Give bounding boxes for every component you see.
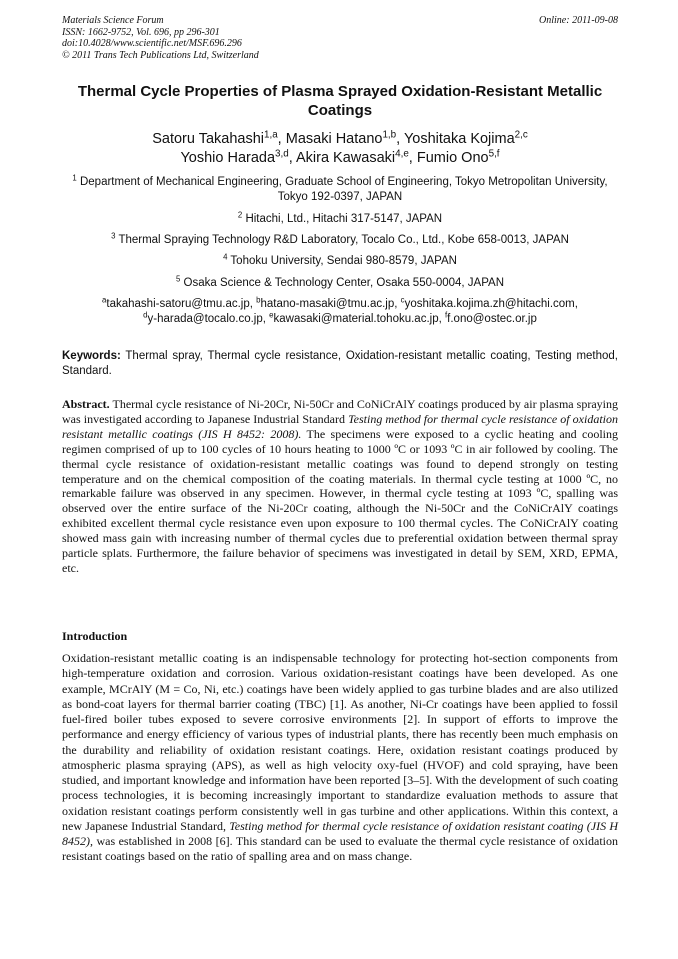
abstract-text: The specimens were exposed to a cyclic heating and cooling regimen comprised of up to 100 cycles of 10 hours heating to 1000 ºC or 1093 ºC in air followed by cooling. The thermal cycle resistance of oxidation-resistant metallic coatings was found to depend strongly on testing temperature and on the chemical composition of the coating materials. In thermal cycle testing at 1000 ºC, no remarkable failure was observed in any specimen. However, in thermal cycle testing at 1093 ºC, spalling was observed over the entire surface of the Ni-20Cr coating, although the Ni-50Cr and the CoNiCrAlY coatings exhibited excellent thermal cycle resistance even upon exposure to 100 thermal cycles. The CoNiCrAlY coating showed mass gain with increasing number of thermal cycles due to preferential oxidation between thermal spray particle splats. Furthermore, the failure behavior of specimens was investigated in detail by SEM, XRD, EPMA, etc. bbox=[62, 426, 618, 575]
abstract-section bbox=[62, 397, 618, 576]
journal-name: Materials Science Forum bbox=[62, 15, 164, 26]
affiliation-1: $^1$ Department of Mechanical Engineering, Graduate School of Engineering, Tokyo Metropolitan University, Tokyo 192-0397, JAPAN bbox=[72, 173, 608, 203]
keywords-label: Keywords: bbox=[62, 350, 121, 362]
paper-title: Thermal Cycle Properties of Plasma Sprayed Oxidation-Resistant Metallic Coatings bbox=[77, 83, 603, 119]
email-address[interactable]: $^a$takahashi-satoru@tmu.ac.jp bbox=[102, 295, 250, 310]
issn-line: ISSN: 1662-9752, Vol. 696, pp 296-301 bbox=[62, 26, 220, 38]
author: Yoshio Harada$^{3,d}$ bbox=[180, 148, 289, 166]
abstract-text: Thermal cycle resistance of Ni-20Cr, Ni-50Cr and CoNiCrAlY coatings produced by air plasma spraying was investigated according to Japanese Industrial Standard bbox=[62, 397, 618, 426]
email-address[interactable]: $^d$y-harada@tocalo.co.jp bbox=[143, 310, 263, 325]
affiliation-4: $^4$ Tohoku University, Sendai 980-8579, JAPAN bbox=[223, 252, 457, 267]
author: Masaki Hatano$^{1,b}$ bbox=[285, 129, 397, 147]
keywords-section bbox=[62, 349, 618, 379]
section-heading-introduction: Introduction bbox=[62, 629, 128, 643]
introduction-text: was established in 2008 [6]. This standard can be used to evaluate the thermal cycle resistance of oxidation resistant coatings based on the ratio of spalling area and on mass change. bbox=[62, 834, 618, 864]
email-address[interactable]: $^b$hatano-masaki@tmu.ac.jp bbox=[256, 295, 395, 310]
affiliation-3: $^3$ Thermal Spraying Technology R&D Laboratory, Tocalo Co., Ltd., Kobe 658-0013, JAPAN bbox=[111, 231, 569, 246]
keywords-text: Thermal spray, Thermal cycle resistance, Oxidation-resistant metallic coating, Testing method, Standard. bbox=[62, 350, 618, 377]
email-address[interactable]: $^e$kawasaki@material.tohoku.ac.jp bbox=[269, 310, 439, 325]
author: Yoshitaka Kojima$^{2,c}$ bbox=[403, 129, 528, 147]
author-list: Satoru Takahashi$^{1,a}$, Masaki Hatano$^{1,b}$, Yoshitaka Kojima$^{2,c}$ Yoshio Harada$^{3,d}$, Akira Kawasaki$^{4,e}$, Fumio Ono$^{5,f}$ bbox=[152, 129, 528, 166]
email-address[interactable]: $^c$yoshitaka.kojima.zh@hitachi.com bbox=[400, 295, 575, 310]
author: Satoru Takahashi$^{1,a}$ bbox=[152, 129, 278, 147]
introduction-paragraph bbox=[62, 651, 618, 865]
author: Fumio Ono$^{5,f}$ bbox=[416, 148, 500, 166]
author: Akira Kawasaki$^{4,e}$ bbox=[295, 148, 409, 166]
copyright-line: © 2011 Trans Tech Publications Ltd, Switzerland bbox=[62, 49, 259, 61]
email-list: $^a$takahashi-satoru@tmu.ac.jp, $^b$hatano-masaki@tmu.ac.jp, $^c$yoshitaka.kojima.zh@hitachi.com, $^d$y-harada@tocalo.co.jp, $^e$kawasaki@material.tohoku.ac.jp, $^f$f.ono@ostec.or.jp bbox=[102, 295, 578, 325]
online-date: Online: 2011-09-08 bbox=[539, 15, 618, 26]
doi-line: doi:10.4028/www.scientific.net/MSF.696.296 bbox=[62, 38, 242, 49]
email-address[interactable]: $^f$f.ono@ostec.or.jp bbox=[445, 310, 537, 325]
abstract-standard-title: Testing method for thermal cycle resistance of oxidation resistant metallic coatings (JIS H 8452: 2008). bbox=[62, 411, 618, 441]
affiliation-2: $^2$ Hitachi, Ltd., Hitachi 317-5147, JAPAN bbox=[237, 210, 443, 225]
abstract-label: Abstract. bbox=[62, 397, 110, 411]
affiliation-5: $^5$ Osaka Science & Technology Center, Osaka 550-0004, JAPAN bbox=[175, 274, 505, 289]
introduction-standard-title: Testing method for thermal cycle resistance of oxidation resistant coating (JIS H 8452), bbox=[62, 818, 618, 848]
journal-header bbox=[62, 15, 618, 61]
introduction-text: Oxidation-resistant metallic coating is an indispensable technology for protecting hot-section components from high-temperature oxidation and corrosion. Various oxidation-resistant coatings have been developed. As one example, MCrAlY (M = Co, Ni, etc.) coatings have been widely applied to gas turbine blades and are also utilized as bond-coat layers for thermal barrier coating (TBC) [1]. As another, Ni-Cr coatings have been applied to fossil fuel-fired boiler tubes exposed to severe corrosive environments [2]. In support of efforts to improve the performance and energy efficiency of various types of industrial plants, there has recently been much emphasis on the durability and reliability of oxidation resistant coatings. Here, oxidation resistant coatings produced by atmospheric plasma spraying (APS), as well as high velocity oxy-fuel (HVOF) and cold spraying, have been studied, and important knowledge and information have been reported [3–5]. With the development of such coating process technologies, it is becoming increasingly important to standardize evaluation methods to assure that oxidation resistant coatings perform consistently well in gas turbine and other applications. Within this context, a new Japanese Industrial Standard, bbox=[62, 651, 618, 833]
